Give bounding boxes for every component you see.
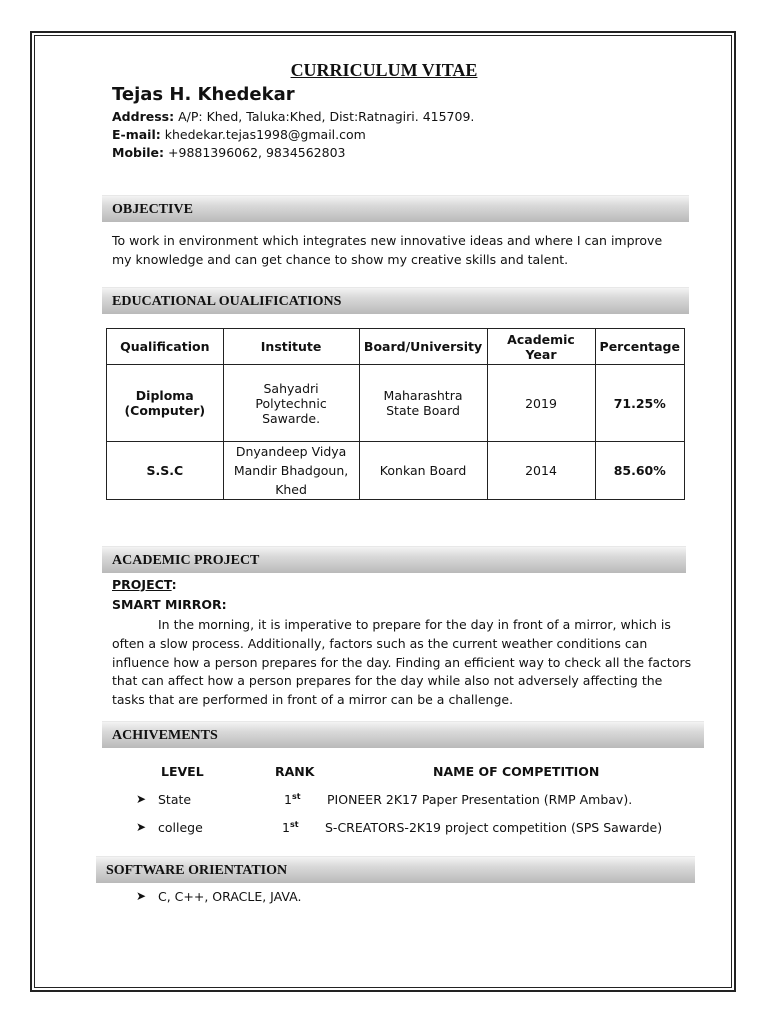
mobile-label: Mobile:: [112, 145, 165, 160]
column-header: Institute: [223, 329, 359, 365]
mobile-line: [112, 144, 346, 162]
objective-section-bar: [102, 195, 689, 222]
software-heading: SOFTWARE ORIENTATION: [106, 863, 288, 878]
qualification-cell: Diploma (Computer): [107, 365, 224, 442]
qualification-cell: S.S.C: [107, 442, 224, 500]
education-table: [106, 328, 685, 500]
project-label: PROJECT: [112, 577, 172, 592]
project-description-line: In the morning, it is imperative to prepare for the day in front of a mirror, which is: [158, 617, 671, 632]
arrowhead-bullet-icon: ➤: [136, 792, 147, 806]
achievement-rank: 1st: [282, 820, 299, 836]
project-description-line: that can affect how a person prepares for the day while also not adversely affecting the: [112, 673, 663, 688]
board-cell: Maharashtra State Board: [359, 365, 487, 442]
achievement-level: State: [158, 792, 192, 807]
column-header-competition: NAME OF COMPETITION: [433, 764, 600, 779]
project-description-line: influence how a person prepares for the day. Finding an efficient way to check all the factors: [112, 655, 692, 670]
candidate-name: Tejas H. Khedekar: [112, 84, 295, 105]
project-section-bar: [102, 546, 686, 573]
table-row: [107, 365, 685, 442]
column-header: Qualification: [107, 329, 224, 365]
address-line: [112, 108, 474, 126]
project-description-line: often a slow process. Additionally, factors such as the current weather conditions can: [112, 636, 648, 651]
email-value[interactable]: khedekar.tejas1998@gmail.com: [164, 127, 366, 142]
year-cell: 2019: [487, 365, 595, 442]
project-label-line: [112, 575, 177, 594]
education-heading: EDUCATIONAL OUALIFICATIONS: [112, 294, 342, 309]
email-line: [112, 126, 366, 144]
achievement-rank: 1st: [284, 792, 301, 808]
year-cell: 2014: [487, 442, 595, 500]
page-border-inner: [34, 35, 732, 988]
objective-heading: OBJECTIVE: [112, 202, 193, 217]
achievement-level: college: [158, 820, 203, 835]
address-value: A/P: Khed, Taluka:Khed, Dist:Ratnagiri. 415709.: [178, 109, 475, 124]
software-section-bar: [96, 856, 695, 883]
address-label: Address:: [112, 109, 175, 124]
table-header-row: [107, 329, 685, 365]
column-header-level: LEVEL: [161, 764, 204, 779]
arrowhead-bullet-icon: ➤: [136, 889, 147, 903]
achievements-heading: ACHIVEMENTS: [112, 728, 218, 743]
project-label-colon: :: [171, 577, 177, 592]
objective-line-1: To work in environment which integrates new innovative ideas and where I can improve: [112, 233, 663, 248]
project-heading: ACADEMIC PROJECT: [112, 553, 260, 568]
software-item: C, C++, ORACLE, JAVA.: [158, 889, 302, 904]
column-header: Board/University: [359, 329, 487, 365]
board-cell: Konkan Board: [359, 442, 487, 500]
achievement-competition: PIONEER 2K17 Paper Presentation (RMP Ambav).: [327, 792, 633, 807]
column-header-rank: RANK: [275, 764, 315, 779]
achievements-section-bar: [102, 721, 704, 748]
objective-line-2: my knowledge and can get chance to show my creative skills and talent.: [112, 252, 569, 267]
column-header: Academic Year: [487, 329, 595, 365]
table-row: [107, 442, 685, 500]
education-section-bar: [102, 287, 689, 314]
achievement-competition: S-CREATORS-2K19 project competition (SPS Sawarde): [325, 820, 663, 835]
email-label: E-mail:: [112, 127, 161, 142]
project-description-line: tasks that are performed in front of a mirror can be a challenge.: [112, 692, 514, 707]
institute-cell: Sahyadri Polytechnic Sawarde.: [223, 365, 359, 442]
arrowhead-bullet-icon: ➤: [136, 820, 147, 834]
institute-cell: Dnyandeep Vidya Mandir Bhadgoun, Khed: [223, 442, 359, 500]
mobile-value: +9881396062, 9834562803: [168, 145, 346, 160]
project-title: SMART MIRROR:: [112, 597, 227, 612]
column-header: Percentage: [595, 329, 684, 365]
percentage-cell: 71.25%: [595, 365, 684, 442]
document-title: CURRICULUM VITAE: [290, 60, 478, 80]
percentage-cell: 85.60%: [595, 442, 684, 500]
